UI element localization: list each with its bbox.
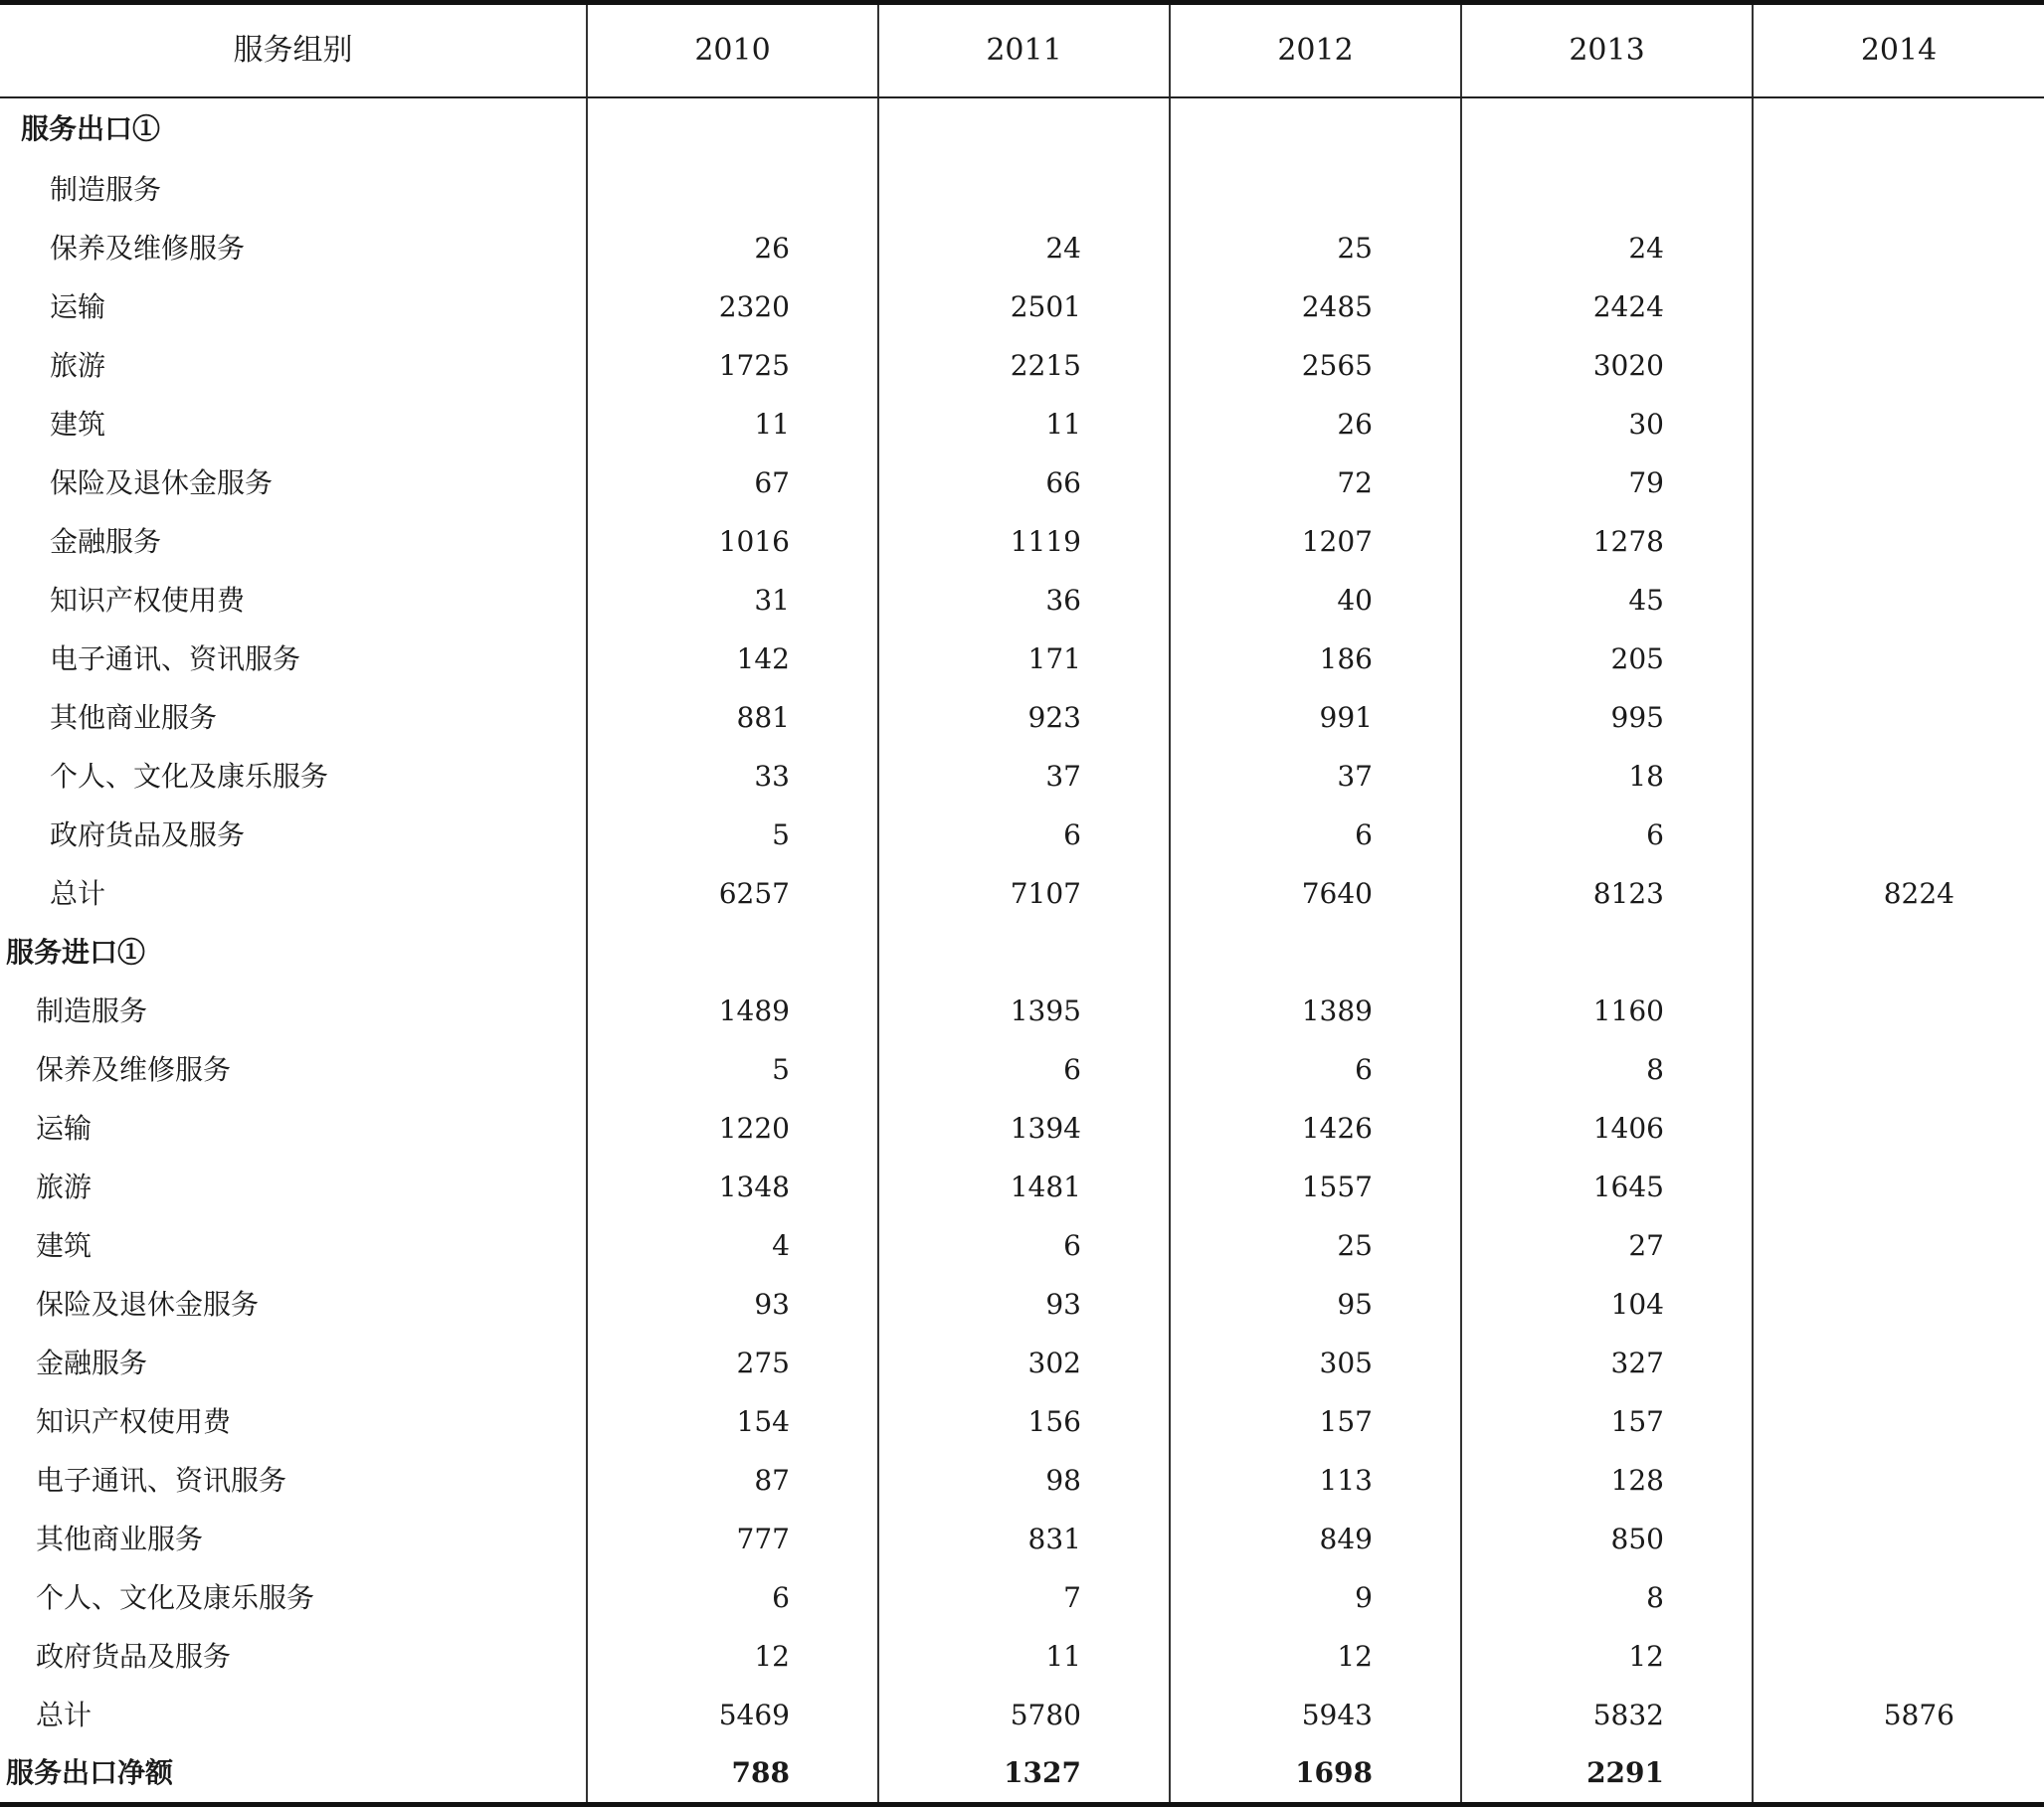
cell-value-2010: 1016 [587,512,878,571]
cell-value-2010: 788 [587,1744,878,1805]
cell-value-2014 [1753,160,2044,219]
cell-value-2014 [1753,1744,2044,1805]
table-row [0,1158,2044,1216]
cell-value-2012: 40 [1170,571,1461,630]
cell-value-2012: 37 [1170,747,1461,806]
table-row [0,1744,2044,1805]
cell-value-2014 [1753,1216,2044,1275]
cell-value-2014 [1753,1451,2044,1510]
cell-value-2011: 6 [878,1040,1170,1099]
cell-value-2013: 8 [1461,1040,1753,1099]
row-label: 其他商业服务 [0,1510,587,1568]
table-row [0,1686,2044,1744]
table-body [0,97,2044,1805]
cell-value-2012: 305 [1170,1334,1461,1392]
cell-value-2013: 8 [1461,1568,1753,1627]
cell-value-2011: 171 [878,630,1170,688]
cell-value-2014 [1753,630,2044,688]
cell-value-2013: 5832 [1461,1686,1753,1744]
cell-value-2013: 24 [1461,219,1753,277]
cell-value-2011: 66 [878,453,1170,512]
row-label: 服务进口① [0,923,587,982]
cell-value-2014 [1753,1275,2044,1334]
cell-value-2011: 6 [878,806,1170,864]
cell-value-2010: 4 [587,1216,878,1275]
cell-value-2012: 5943 [1170,1686,1461,1744]
cell-value-2012: 1207 [1170,512,1461,571]
cell-value-2012: 9 [1170,1568,1461,1627]
cell-value-2010 [587,160,878,219]
cell-value-2011: 24 [878,219,1170,277]
cell-value-2012: 991 [1170,688,1461,747]
cell-value-2010: 11 [587,395,878,453]
row-label: 其他商业服务 [0,688,587,747]
cell-value-2010: 275 [587,1334,878,1392]
cell-value-2013: 45 [1461,571,1753,630]
header-group-label: 服务组别 [0,3,587,98]
cell-value-2012: 72 [1170,453,1461,512]
header-row [0,3,2044,98]
cell-value-2013: 850 [1461,1510,1753,1568]
cell-value-2013 [1461,923,1753,982]
cell-value-2011: 1394 [878,1099,1170,1158]
cell-value-2010: 881 [587,688,878,747]
cell-value-2014 [1753,1334,2044,1392]
cell-value-2011: 6 [878,1216,1170,1275]
cell-value-2011: 1327 [878,1744,1170,1805]
cell-value-2011 [878,160,1170,219]
cell-value-2012: 6 [1170,1040,1461,1099]
row-label: 建筑 [0,395,587,453]
row-label: 制造服务 [0,160,587,219]
cell-value-2011: 36 [878,571,1170,630]
cell-value-2010: 6 [587,1568,878,1627]
cell-value-2013: 1278 [1461,512,1753,571]
row-label: 建筑 [0,1216,587,1275]
cell-value-2012: 2485 [1170,277,1461,336]
cell-value-2010: 33 [587,747,878,806]
cell-value-2014 [1753,1099,2044,1158]
cell-value-2014 [1753,1392,2044,1451]
cell-value-2014 [1753,1040,2044,1099]
row-label: 保险及退休金服务 [0,453,587,512]
cell-value-2013: 3020 [1461,336,1753,395]
cell-value-2010: 777 [587,1510,878,1568]
cell-value-2012: 186 [1170,630,1461,688]
cell-value-2014: 8224 [1883,876,1954,910]
cell-value-2012: 1698 [1170,1744,1461,1805]
cell-value-2011: 302 [878,1334,1170,1392]
cell-value-2012: 7640 [1170,864,1461,923]
cell-value-2012: 1389 [1170,982,1461,1040]
table-row [0,336,2044,395]
cell-value-2014 [1753,747,2044,806]
cell-value-2010: 1489 [587,982,878,1040]
table-row [0,1627,2044,1686]
table-row [0,512,2044,571]
cell-value-2011: 831 [878,1510,1170,1568]
cell-value-2011: 98 [878,1451,1170,1510]
cell-value-2011: 156 [878,1392,1170,1451]
table-row [0,1334,2044,1392]
cell-value-2010 [587,97,878,160]
cell-value-2012: 1557 [1170,1158,1461,1216]
cell-value-2013: 128 [1461,1451,1753,1510]
table-row [0,219,2044,277]
cell-value-2010: 6257 [587,864,878,923]
cell-value-2014 [1753,806,2044,864]
row-label: 保养及维修服务 [0,219,587,277]
row-label: 金融服务 [0,1334,587,1392]
cell-value-2012: 113 [1170,1451,1461,1510]
row-label: 旅游 [0,1158,587,1216]
cell-value-2012: 25 [1170,1216,1461,1275]
cell-value-2013: 1160 [1461,982,1753,1040]
cell-value-2012: 25 [1170,219,1461,277]
row-label: 运输 [0,1099,587,1158]
cell-value-2013: 6 [1461,806,1753,864]
cell-value-2013: 8123 [1461,864,1753,923]
cell-value-2014 [1753,571,2044,630]
cell-value-2012: 2565 [1170,336,1461,395]
cell-value-2013: 1406 [1461,1099,1753,1158]
cell-value-2013: 27 [1461,1216,1753,1275]
cell-value-2010: 154 [587,1392,878,1451]
table-row [0,571,2044,630]
row-label: 制造服务 [0,982,587,1040]
cell-value-2011: 37 [878,747,1170,806]
cell-value-2014 [1753,1568,2044,1627]
cell-value-2011: 11 [878,395,1170,453]
cell-value-2011: 1395 [878,982,1170,1040]
row-label: 政府货品及服务 [0,806,587,864]
table-row [0,160,2044,219]
cell-value-2011: 7107 [878,864,1170,923]
cell-value-2012: 157 [1170,1392,1461,1451]
cell-value-2014 [1753,336,2044,395]
cell-value-2013: 327 [1461,1334,1753,1392]
cell-value-2013: 104 [1461,1275,1753,1334]
cell-value-2011: 2501 [878,277,1170,336]
row-label: 知识产权使用费 [0,1392,587,1451]
cell-value-2011: 7 [878,1568,1170,1627]
table-row [0,97,2044,160]
cell-value-2013: 995 [1461,688,1753,747]
row-label: 总计 [0,1686,587,1744]
table-row [0,1568,2044,1627]
row-label: 个人、文化及康乐服务 [0,747,587,806]
table-row [0,453,2044,512]
cell-value-2014 [1753,453,2044,512]
table-row [0,277,2044,336]
cell-value-2010: 93 [587,1275,878,1334]
cell-value-2012: 12 [1170,1627,1461,1686]
cell-value-2011: 11 [878,1627,1170,1686]
cell-value-2011: 923 [878,688,1170,747]
cell-value-2010: 142 [587,630,878,688]
row-label: 总计 [0,864,587,923]
cell-value-2010: 87 [587,1451,878,1510]
table-row [0,688,2044,747]
cell-value-2011: 1481 [878,1158,1170,1216]
cell-value-2011: 2215 [878,336,1170,395]
table-row [0,747,2044,806]
cell-value-2013: 12 [1461,1627,1753,1686]
cell-value-2012: 849 [1170,1510,1461,1568]
table-row [0,806,2044,864]
cell-value-2013: 79 [1461,453,1753,512]
row-label: 服务出口净额 [0,1744,587,1805]
cell-value-2014 [1753,1158,2044,1216]
row-label: 运输 [0,277,587,336]
cell-value-2014 [1753,395,2044,453]
header-year-2011: 2011 [878,3,1170,98]
table-row [0,864,2044,923]
cell-value-2012 [1170,160,1461,219]
cell-value-2010: 12 [587,1627,878,1686]
cell-value-2012: 6 [1170,806,1461,864]
table-row [0,1275,2044,1334]
cell-value-2011: 1119 [878,512,1170,571]
table-row [0,1099,2044,1158]
cell-value-2011: 5780 [878,1686,1170,1744]
table-row [0,1216,2044,1275]
cell-value-2012 [1170,97,1461,160]
table-row [0,630,2044,688]
cell-value-2010: 5469 [587,1686,878,1744]
cell-value-2013: 18 [1461,747,1753,806]
cell-value-2011 [878,97,1170,160]
table-row [0,1510,2044,1568]
table-row [0,1451,2044,1510]
cell-value-2013: 205 [1461,630,1753,688]
cell-value-2011 [878,923,1170,982]
table-row [0,923,2044,982]
cell-value-2010: 26 [587,219,878,277]
cell-value-2013 [1461,160,1753,219]
cell-value-2012 [1170,923,1461,982]
table-header [0,3,2044,98]
cell-value-2014 [1753,1510,2044,1568]
cell-value-2012: 95 [1170,1275,1461,1334]
row-label: 电子通讯、资讯服务 [0,630,587,688]
cell-value-2014 [1753,923,2044,982]
row-label: 旅游 [0,336,587,395]
cell-value-2010 [587,923,878,982]
cell-value-2014 [1753,97,2044,160]
cell-value-2014 [1753,688,2044,747]
cell-value-2013: 1645 [1461,1158,1753,1216]
header-year-2010: 2010 [587,3,878,98]
cell-value-2013: 2291 [1461,1744,1753,1805]
row-label: 服务出口① [0,97,587,160]
header-year-2013: 2013 [1461,3,1753,98]
table-row [0,982,2044,1040]
cell-value-2010: 5 [587,1040,878,1099]
cell-value-2010: 67 [587,453,878,512]
row-label: 电子通讯、资讯服务 [0,1451,587,1510]
row-label: 保险及退休金服务 [0,1275,587,1334]
table-row [0,395,2044,453]
cell-value-2012: 1426 [1170,1099,1461,1158]
row-label: 知识产权使用费 [0,571,587,630]
table-row [0,1392,2044,1451]
cell-value-2010: 1725 [587,336,878,395]
cell-value-2013 [1461,97,1753,160]
row-label: 政府货品及服务 [0,1627,587,1686]
cell-value-2012: 26 [1170,395,1461,453]
table-row [0,1040,2044,1099]
cell-value-2010: 1220 [587,1099,878,1158]
cell-value-2013: 30 [1461,395,1753,453]
cell-value-2010: 1348 [587,1158,878,1216]
cell-value-2010: 2320 [587,277,878,336]
row-label: 金融服务 [0,512,587,571]
cell-value-2011: 93 [878,1275,1170,1334]
cell-value-2014: 5876 [1883,1698,1954,1731]
row-label: 保养及维修服务 [0,1040,587,1099]
cell-value-2014 [1753,219,2044,277]
cell-value-2010: 31 [587,571,878,630]
row-label: 个人、文化及康乐服务 [0,1568,587,1627]
cell-value-2014 [1753,512,2044,571]
header-year-2014: 2014 [1753,3,2044,98]
cell-value-2010: 5 [587,806,878,864]
cell-value-2013: 157 [1461,1392,1753,1451]
cell-value-2014 [1753,982,2044,1040]
cell-value-2014 [1753,277,2044,336]
cell-value-2013: 2424 [1461,277,1753,336]
header-year-2012: 2012 [1170,3,1461,98]
cell-value-2014 [1753,1627,2044,1686]
